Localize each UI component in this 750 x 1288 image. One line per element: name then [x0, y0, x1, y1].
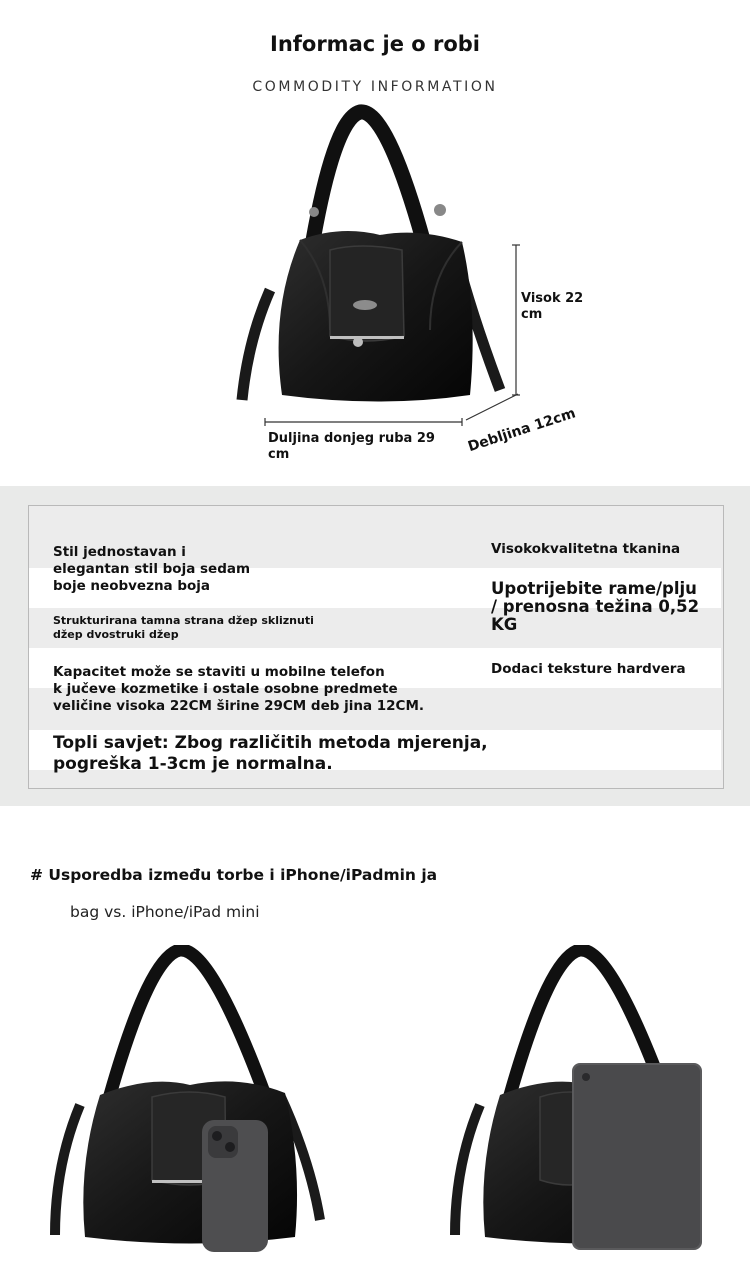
- page-title: Informac je o robi: [270, 32, 480, 56]
- comparison-title: # Usporedba između torbe i iPhone/iPadmin ja: [30, 866, 438, 884]
- info-capacity: Kapacitet može se staviti u mobilne telefon k jučeve kozmetike i ostale osobne predmete veličine visoka 22CM širine 29CM deb jina 12CM.: [53, 664, 425, 714]
- height-label: Visok 22 cm: [521, 291, 584, 322]
- comparison-subtitle: bag vs. iPhone/iPad mini: [70, 903, 260, 921]
- handbag-left: [55, 950, 320, 1244]
- bag-dimension-illustration: [0, 100, 750, 480]
- depth-label: Debljina 12cm: [466, 405, 578, 456]
- info-pocket: Strukturirana tamna strana džep skliznuti džep dvostruki džep: [53, 614, 314, 641]
- info-hardware: Dodaci teksture hardvera: [491, 661, 686, 677]
- height-dimension-line: [512, 245, 520, 395]
- length-dimension-line: [265, 418, 462, 426]
- info-style: Stil jednostavan i elegantan stil boja sedam boje neobvezna boja: [53, 544, 251, 594]
- page-subtitle: COMMODITY INFORMATION: [252, 79, 498, 95]
- info-fabric: Visokokvalitetna tkanina: [491, 541, 681, 557]
- handbag-main: [242, 112, 500, 402]
- info-usage: Upotrijebite rame/plju / prenosna težina 0,52 KG: [491, 579, 700, 634]
- iphone-illustration: [202, 1120, 268, 1252]
- bag-vs-ipad-illustration: [440, 945, 730, 1265]
- ipad-mini-illustration: [572, 1063, 702, 1250]
- length-label: Duljina donjeg ruba 29 cm: [268, 431, 435, 462]
- info-tip: Topli savjet: Zbog različitih metoda mjerenja, pogreška 1-3cm je normalna.: [53, 733, 488, 774]
- depth-dimension-line: [466, 394, 518, 420]
- bag-vs-iphone-illustration: [40, 945, 340, 1265]
